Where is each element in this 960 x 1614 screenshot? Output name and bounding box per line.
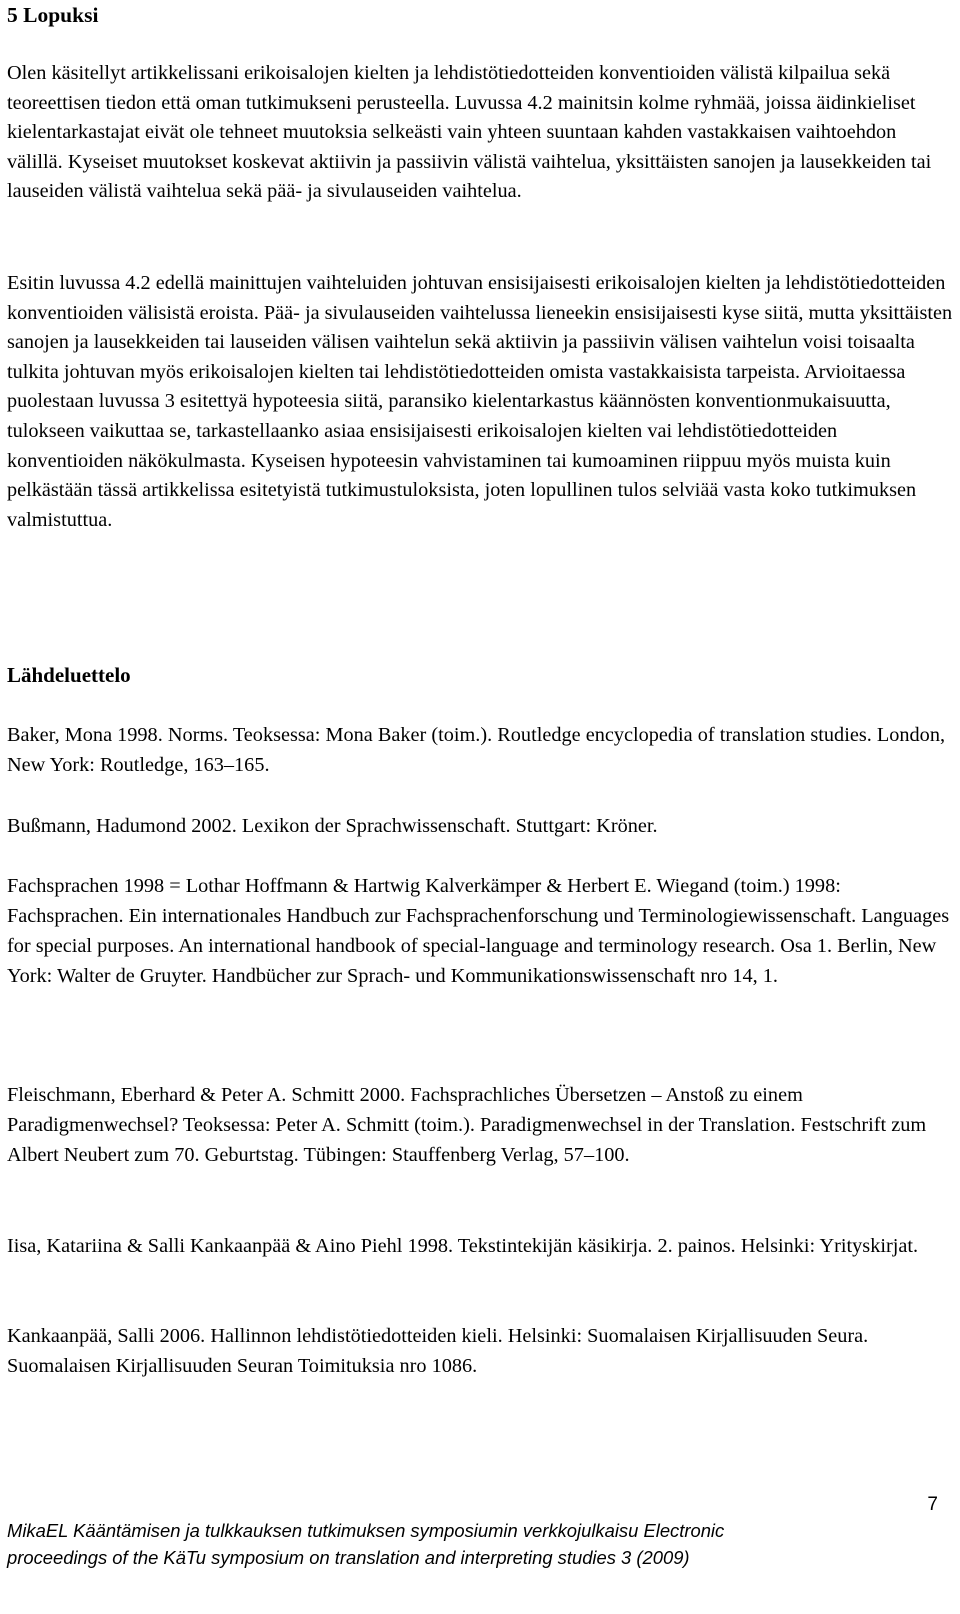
page-number: 7 — [927, 1494, 938, 1515]
page-footer — [7, 1518, 907, 1571]
references-heading: Lähdeluettelo — [7, 663, 131, 687]
reference-entry: Iisa, Katariina & Salli Kankaanpää & Aino Piehl 1998. Tekstintekijän käsikirja. 2. painos. Helsinki: Yrityskirjat. — [7, 1235, 919, 1257]
reference-entry: Kankaanpää, Salli 2006. Hallinnon lehdistötiedotteiden kieli. Helsinki: Suomalaisen Kirjallisuuden Seura. Suomalaisen Kirjallisuuden Seuran Toimituksia nro 1086. — [7, 1325, 869, 1377]
reference-entry: Bußmann, Hadumond 2002. Lexikon der Sprachwissenschaft. Stuttgart: Kröner. — [7, 815, 658, 837]
reference-entry: Baker, Mona 1998. Norms. Teoksessa: Mona Baker (toim.). Routledge encyclopedia of translation studies. London, New York: Routledge, 163–165. — [7, 724, 946, 776]
footer-line: MikaEL Kääntämisen ja tulkkauksen tutkimuksen symposiumin verkkojulkaisu Electronic — [7, 1520, 725, 1541]
footer-line: proceedings of the KäTu symposium on translation and interpreting studies 3 (2009) — [7, 1546, 690, 1568]
section-heading: 5 Lopuksi — [7, 3, 99, 27]
body-paragraph: Olen käsitellyt artikkelissani erikoisalojen kielten ja lehdistötiedotteiden konventioiden välistä kilpailua sekä teoreettisen tiedon että oman tutkimukseni perusteella. Luvussa 4.2 mainitsin kolme ryhmää, joissa äidinkieliset kielentarkastajat eivät ole tehneet muutoksia selkeästi vain yhteen suuntaan kahden vastakkaisen vaihtoehdon välillä. Kyseiset muutokset koskevat aktiivin ja passiivin välistä vaihtelua, yksittäisten sanojen ja lausekkeiden tai lauseiden välistä vaihtelua sekä pää- ja sivulauseiden vaihtelua. — [7, 62, 932, 203]
body-paragraph: Esitin luvussa 4.2 edellä mainittujen vaihteluiden johtuvan ensisijaisesti erikoisalojen kielten ja lehdistötiedotteiden konventioiden välisistä eroista. Pää- ja sivulauseiden vaihtelussa lieneekin ensisijaisesti kyse siitä, mutta yksittäisten sanojen ja lausekkeiden tai lauseiden välisen vaihtelun sekä aktiivin ja passiivin välisen vaihtelun voisi toisaalta tulkita johtuvan myös erikoisalojen kielten tai lehdistötiedotteiden omista vastakkaisista tarpeista. Arvioitaessa puolestaan luvussa 3 esitettyä hypoteesia siitä, paransiko kielentarkastus käännösten konventionmukaisuutta, tulokseen vaikuttaa se, tarkastellaanko asiaa ensisijaisesti erikoisalojen kielten vai lehdistötiedotteiden konventioiden näkökulmasta. Kyseisen hypoteesin vahvistaminen tai kumoaminen riippuu myös muista kuin pelkästään tässä artikkelissa esitetyistä tutkimustuloksista, joten lopullinen tulos selviää vasta koko tutkimuksen valmistuttua. — [7, 272, 953, 531]
reference-entry: Fachsprachen 1998 = Lothar Hoffmann & Hartwig Kalverkämper & Herbert E. Wiegand (toim.) 1998: Fachsprachen. Ein internationales Handbuch zur Fachsprachenforschung und Terminologiewissenschaft. Languages for special purposes. An international handbook of special-language and terminology research. Osa 1. Berlin, New York: Walter de Gruyter. Handbücher zur Sprach- und Kommunikationswissenschaft nro 14, 1. — [7, 875, 950, 987]
reference-entry: Fleischmann, Eberhard & Peter A. Schmitt 2000. Fachsprachliches Übersetzen – Anstoß zu einem Paradigmenwechsel? Teoksessa: Peter A. Schmitt (toim.). Paradigmenwechsel in der Translation. Festschrift zum Albert Neubert zum 70. Geburtstag. Tübingen: Stauffenberg Verlag, 57–100. — [7, 1084, 927, 1166]
